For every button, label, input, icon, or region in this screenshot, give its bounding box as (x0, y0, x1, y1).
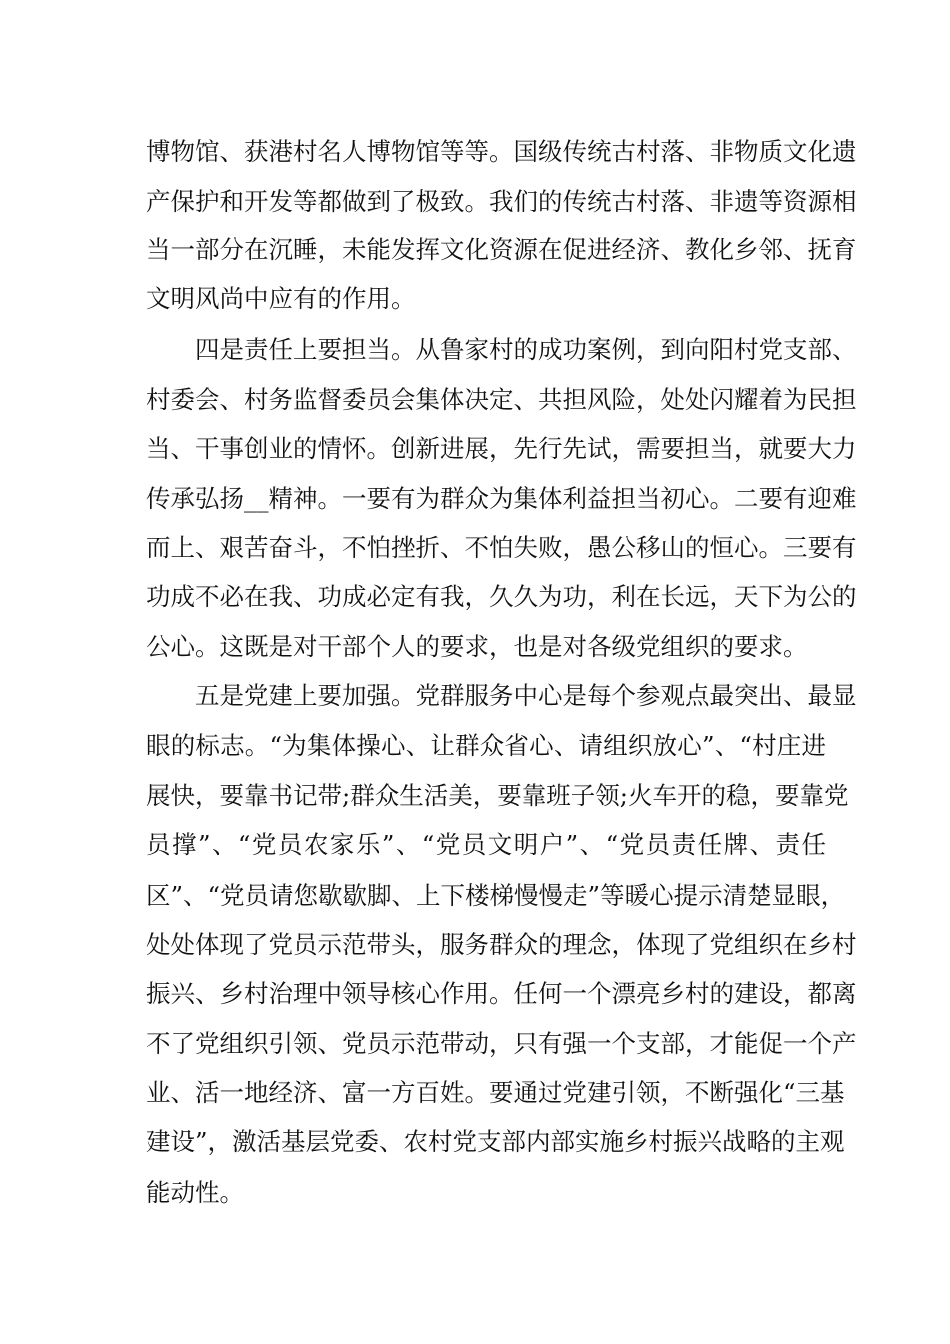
text-line: 能动性。 (146, 1178, 244, 1207)
text-line: 处处体现了党员示范带头，服务群众的理念，体现了党组织在乡村 (146, 930, 857, 959)
text-line: 眼的标志。“为集体操心、让群众省心、请组织放心”、“村庄进 (146, 731, 826, 760)
text-line: 公心。这既是对干部个人的要求，也是对各级党组织的要求。 (146, 632, 808, 661)
text-line: 功成不必在我、功成必定有我，久久为功，利在长远，天下为公的 (146, 582, 857, 611)
text-line: 文明风尚中应有的作用。 (146, 284, 416, 313)
text-line: 建设”，激活基层党委、农村党支部内部实施乡村振兴战略的主观 (146, 1127, 845, 1156)
text-line: 业、活一地经济、富一方百姓。要通过党建引领，不断强化“三基 (146, 1078, 845, 1107)
text-line: 传承弘扬__精神。一要有为群众为集体利益担当初心。二要有迎难 (146, 484, 857, 513)
text-line: 村委会、村务监督委员会集体决定、共担风险，处处闪耀着为民担 (146, 385, 857, 414)
text-line: 而上、艰苦奋斗，不怕挫折、不怕失败，愚公移山的恒心。三要有 (146, 533, 857, 562)
text-line: 展快，要靠书记带;群众生活美，要靠班子领;火车开的稳，要靠党 (146, 781, 849, 810)
text-line: 产保护和开发等都做到了极致。我们的传统古村落、非遗等资源相 (146, 187, 857, 216)
text-line: 振兴、乡村治理中领导核心作用。任何一个漂亮乡村的建设，都离 (146, 979, 857, 1008)
text-line: 员撑”、“党员农家乐”、“党员文明户”、“党员责任牌、责任 (146, 830, 826, 859)
text-line: 当、干事创业的情怀。创新进展，先行先试，需要担当，就要大力 (146, 434, 857, 463)
text-line: 博物馆、获港村名人博物馆等等。国级传统古村落、非物质文化遗 (146, 137, 857, 166)
text-line: 区”、“党员请您歇歇脚、上下楼梯慢慢走”等暖心提示清楚显眼， (146, 881, 846, 910)
text-line: 不了党组织引领、党员示范带动，只有强一个支部，才能促一个产 (146, 1029, 857, 1058)
paragraph-first-line: 四是责任上要担当。从鲁家村的成功案例，到向阳村党支部、 (195, 335, 857, 364)
text-line: 当一部分在沉睡，未能发挥文化资源在促进经济、教化乡邻、抚育 (146, 235, 857, 264)
paragraph-first-line: 五是党建上要加强。党群服务中心是每个参观点最突出、最显 (195, 681, 857, 710)
